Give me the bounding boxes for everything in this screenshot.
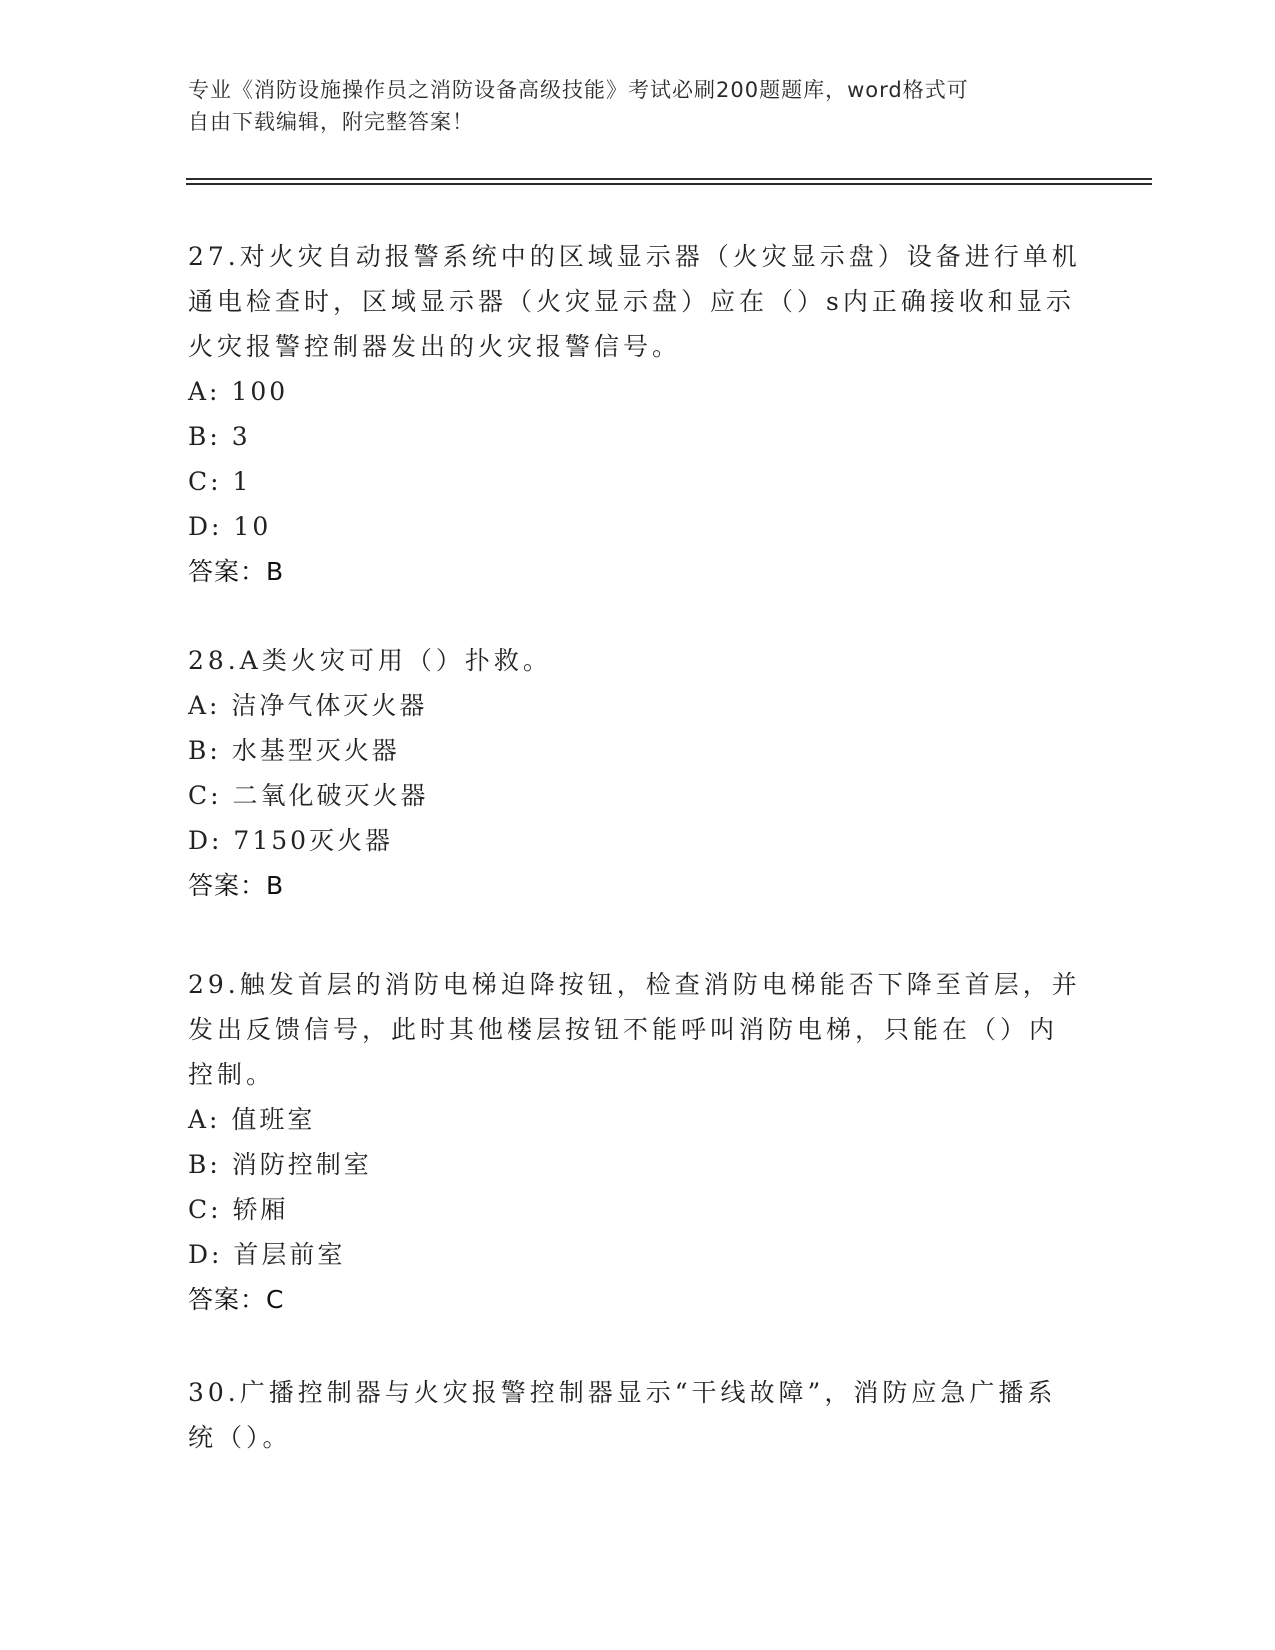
question-28 [188, 638, 1088, 908]
question-text [188, 1370, 1088, 1460]
option-d: D: 10 [188, 512, 272, 541]
question-line: 发出反馈信号，此时其他楼层按钮不能呼叫消防电梯，只能在（）内 [188, 1015, 1059, 1044]
option-d: D: 首层前室 [188, 1240, 346, 1269]
answer: 答案：B [188, 557, 285, 586]
header-divider-top [186, 178, 1152, 180]
header-line: 自由下载编辑，附完整答案！ [188, 110, 474, 134]
question-line: 30.广播控制器与火灾报警控制器显示“干线故障”，消防应急广播系 [188, 1378, 1057, 1407]
question-text [188, 638, 1088, 683]
question-line: 控制。 [188, 1060, 276, 1089]
option-c: C: 1 [188, 467, 252, 496]
option-c: C: 二氧化破灭火器 [188, 781, 429, 810]
option-b: B: 消防控制室 [188, 1150, 372, 1179]
question-30 [188, 1370, 1088, 1460]
question-line: 28.A类火灾可用（）扑救。 [188, 646, 552, 675]
question-27 [188, 234, 1088, 594]
question-line: 火灾报警控制器发出的火灾报警信号。 [188, 332, 682, 361]
option-a: A: 洁净气体灭火器 [188, 691, 428, 720]
answer: 答案：B [188, 871, 285, 900]
option-d: D: 7150灭火器 [188, 826, 394, 855]
option-b: B: 3 [188, 422, 251, 451]
option-a: A: 100 [188, 377, 289, 406]
question-text [188, 962, 1088, 1097]
option-a: A: 值班室 [188, 1105, 316, 1134]
question-line: 通电检查时，区域显示器（火灾显示盘）应在（）s内正确接收和显示 [188, 287, 1075, 316]
question-line: 29.触发首层的消防电梯迫降按钮，检查消防电梯能否下降至首层，并 [188, 970, 1081, 999]
answer: 答案：C [188, 1285, 285, 1314]
question-line: 27.对火灾自动报警系统中的区域显示器（火灾显示盘）设备进行单机 [188, 242, 1081, 271]
document-header [188, 74, 1088, 138]
question-29 [188, 962, 1088, 1322]
header-divider-bottom [186, 183, 1152, 185]
header-line: 专业《消防设施操作员之消防设备高级技能》考试必刷200题题库，word格式可 [188, 78, 969, 102]
question-line: 统（）。 [188, 1423, 292, 1452]
option-b: B: 水基型灭火器 [188, 736, 400, 765]
question-text [188, 234, 1088, 369]
option-c: C: 轿厢 [188, 1195, 289, 1224]
